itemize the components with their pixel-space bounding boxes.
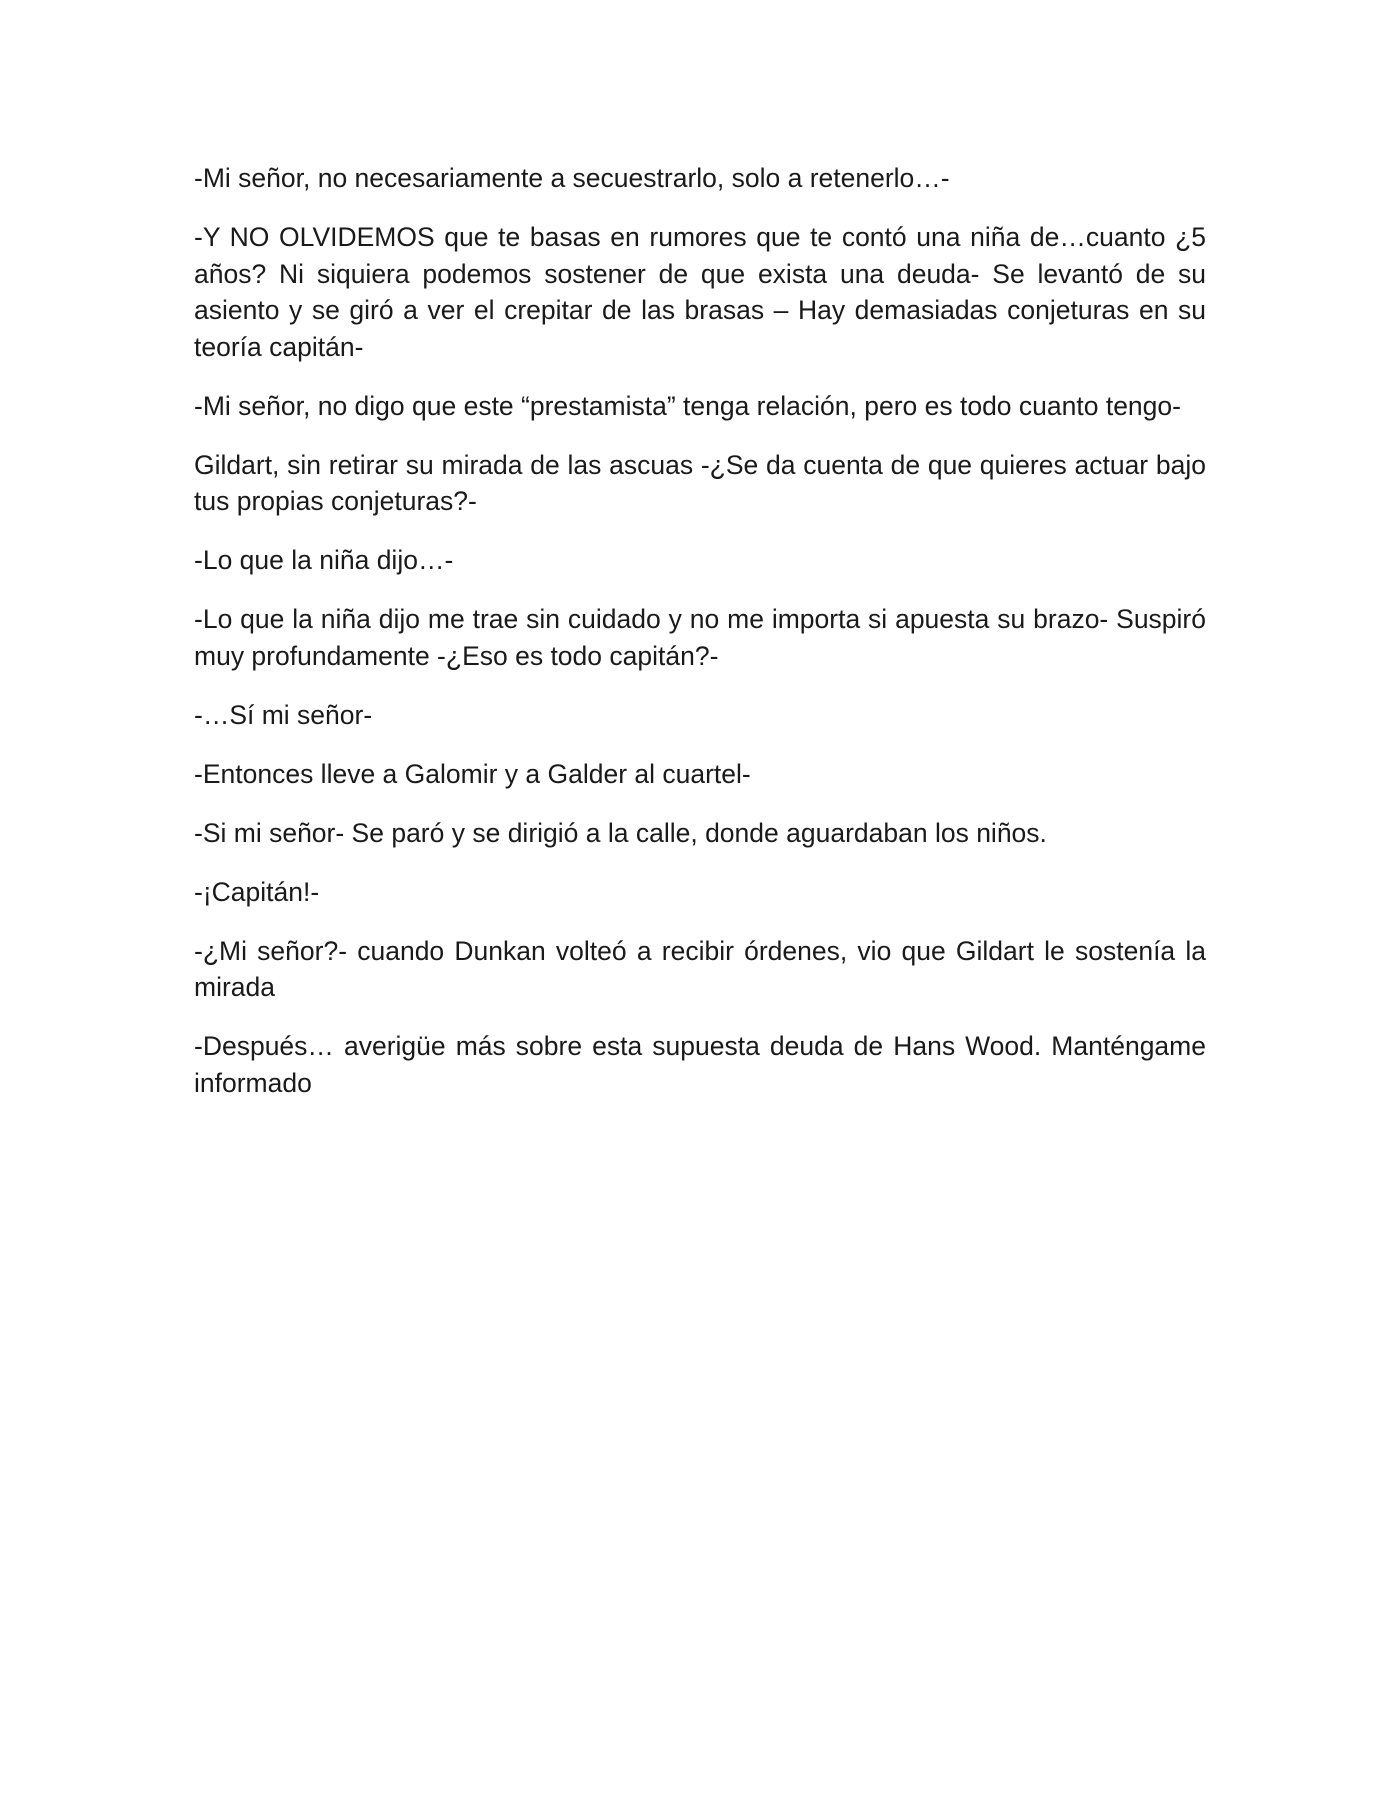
paragraph-8: -Entonces lleve a Galomir y a Galder al cuartel-: [194, 758, 751, 789]
paragraph-3: -Mi señor, no digo que este “prestamista” tenga relación, pero es todo cuanto tengo-: [194, 390, 1181, 421]
document-body: [194, 160, 1206, 1124]
paragraph-7: -…Sí mi señor-: [194, 699, 373, 730]
paragraph-5: -Lo que la niña dijo…-: [194, 545, 454, 575]
paragraph-9: -Si mi señor- Se paró y se dirigió a la calle, donde aguardaban los niños.: [194, 817, 1047, 848]
paragraph-1: -Mi señor, no necesariamente a secuestrarlo, solo a retenerlo…-: [194, 163, 950, 193]
paragraph-12: -Después… averigüe más sobre esta supuesta deuda de Hans Wood. Manténgame informado: [194, 1031, 1206, 1098]
paragraph-2: -Y NO OLVIDEMOS que te basas en rumores que te contó una niña de…cuanto ¿5 años? Ni siquiera podemos sostener de que exista una deuda- Se levantó de su asiento y se giró a ver el crepitar de las brasas – Hay demasiadas conjeturas en su teoría capitán-: [194, 222, 1206, 362]
paragraph-4: Gildart, sin retirar su mirada de las ascuas -¿Se da cuenta de que quieres actuar bajo tus propias conjeturas?-: [194, 449, 1206, 516]
paragraph-6: -Lo que la niña dijo me trae sin cuidado y no me importa si apuesta su brazo- Suspiró muy profundamente -¿Eso es todo capitán?-: [194, 604, 1206, 671]
paragraph-11: -¿Mi señor?- cuando Dunkan volteó a recibir órdenes, vio que Gildart le sostenía la mirada: [194, 935, 1206, 1002]
paragraph-10: -¡Capitán!-: [194, 876, 320, 907]
